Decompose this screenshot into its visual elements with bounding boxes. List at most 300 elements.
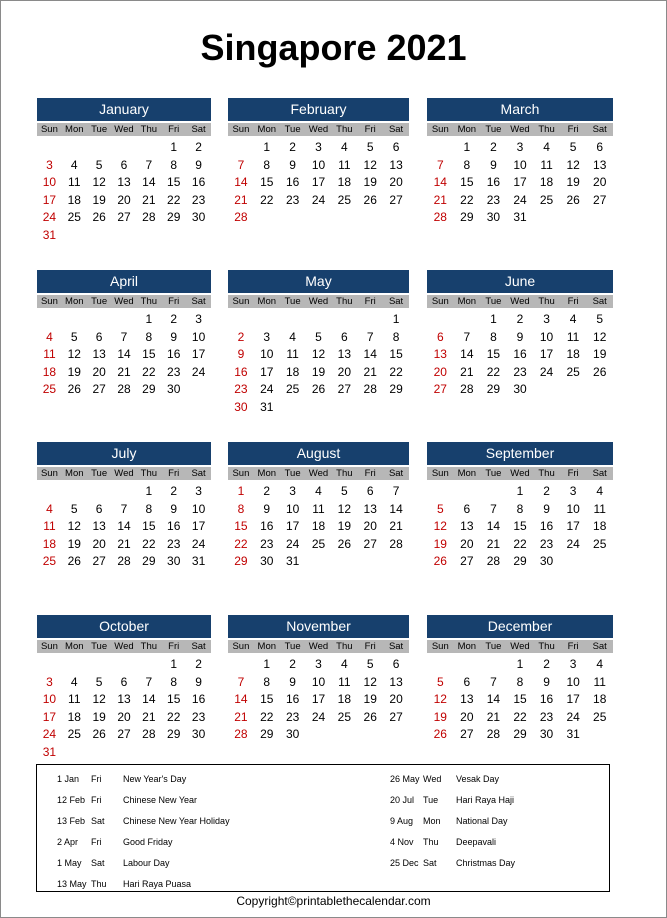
day-cell: 16 <box>260 519 274 534</box>
holiday-date: 26 May <box>390 774 420 784</box>
weekday-label: Mon <box>65 641 84 652</box>
day-cell: 23 <box>167 364 181 379</box>
day-cell: 26 <box>67 382 81 397</box>
day-cell: 18 <box>593 692 607 707</box>
month-october <box>37 615 211 762</box>
day-cell: 9 <box>263 501 271 516</box>
weekday-label: Sat <box>592 641 607 652</box>
day-cell: 29 <box>167 210 181 225</box>
day-cell: 27 <box>433 382 447 397</box>
day-cell: 5 <box>95 157 103 172</box>
day-cell: 28 <box>433 210 447 225</box>
day-cell: 27 <box>92 554 106 569</box>
weekday-label: Fri <box>168 641 180 652</box>
day-blank <box>480 483 507 501</box>
day-cell: 13 <box>593 157 607 172</box>
day-cell: 3 <box>263 329 271 344</box>
day-cell: 16 <box>167 347 181 362</box>
day-cell: 21 <box>460 364 474 379</box>
day-blank <box>427 139 454 157</box>
weekday-label: Thu <box>538 296 555 307</box>
month-header: July <box>37 442 211 465</box>
day-cell: 13 <box>92 519 106 534</box>
day-cell: 28 <box>486 554 501 569</box>
day-cell: 5 <box>341 484 348 498</box>
day-cell: 3 <box>46 674 53 689</box>
day-cell: 7 <box>120 501 128 516</box>
day-cell: 6 <box>120 157 128 172</box>
day-cell: 12 <box>363 157 377 172</box>
day-cell: 6 <box>95 501 103 516</box>
day-cell: 7 <box>145 674 153 689</box>
day-cell: 10 <box>191 329 206 344</box>
day-cell: 19 <box>433 536 447 551</box>
day-cell: 7 <box>392 484 400 498</box>
weekday-label: Sat <box>191 124 206 135</box>
day-cell: 9 <box>170 501 178 516</box>
day-blank <box>228 656 254 674</box>
weekday-label: Wed <box>308 124 329 135</box>
day-blank <box>87 483 112 501</box>
day-cell: 4 <box>70 674 78 689</box>
day-cell: 5 <box>436 674 444 689</box>
day-cell: 20 <box>389 692 403 707</box>
day-blank <box>112 656 137 674</box>
day-cell: 9 <box>170 329 178 344</box>
month-header: November <box>228 615 409 638</box>
day-cell: 15 <box>513 519 527 534</box>
day-cell: 2 <box>263 484 271 498</box>
weekday-label: Tue <box>91 641 108 652</box>
day-blank <box>306 311 332 329</box>
day-blank <box>112 139 137 157</box>
day-cell: 1 <box>170 140 178 154</box>
day-cell: 23 <box>539 536 554 551</box>
day-cell: 21 <box>486 536 501 551</box>
day-cell: 30 <box>167 554 181 569</box>
weekday-label: Thu <box>336 296 353 307</box>
copyright-text: Copyright©printablethecalendar.com <box>236 894 431 908</box>
weekday-label: Mon <box>457 468 477 479</box>
weekday-label: Thu <box>538 468 555 479</box>
day-cell: 24 <box>42 210 57 225</box>
day-cell: 22 <box>260 709 274 724</box>
day-cell: 10 <box>42 175 57 190</box>
weekday-label: Tue <box>91 468 108 479</box>
weekday-row <box>37 123 211 136</box>
day-cell: 24 <box>285 536 300 551</box>
day-cell: 11 <box>593 501 606 516</box>
days-grid <box>228 656 409 744</box>
day-cell: 16 <box>234 364 248 379</box>
weekday-label: Wed <box>308 468 329 479</box>
day-cell: 23 <box>513 364 527 379</box>
day-blank <box>454 483 481 501</box>
day-blank <box>228 311 254 329</box>
weekday-label: Fri <box>567 124 579 135</box>
day-cell: 17 <box>260 364 274 379</box>
weekday-label: Mon <box>457 641 477 652</box>
weekday-label: Sun <box>232 468 250 479</box>
day-cell: 23 <box>234 382 248 397</box>
day-cell: 7 <box>237 157 245 172</box>
weekday-label: Sat <box>388 296 404 307</box>
day-cell: 19 <box>337 519 352 534</box>
weekday-label: Tue <box>284 641 301 652</box>
day-blank <box>37 483 62 501</box>
day-cell: 1 <box>516 657 524 671</box>
holiday-date: 1 Jan <box>57 774 80 784</box>
day-blank <box>37 139 62 157</box>
day-cell: 4 <box>341 657 348 671</box>
day-cell: 24 <box>191 536 206 551</box>
day-cell: 26 <box>593 364 607 379</box>
weekday-label: Sun <box>431 641 449 652</box>
weekday-label: Thu <box>140 468 158 479</box>
day-cell: 17 <box>311 692 326 707</box>
weekday-label: Tue <box>91 124 108 135</box>
holiday-date: 13 May <box>57 879 87 889</box>
day-cell: 29 <box>513 727 527 742</box>
day-cell: 14 <box>142 692 156 707</box>
weekday-label: Sun <box>431 124 449 135</box>
day-cell: 18 <box>67 709 81 724</box>
day-blank <box>427 483 454 501</box>
holiday-row <box>37 769 377 790</box>
day-cell: 3 <box>315 140 322 154</box>
day-cell: 17 <box>566 692 580 707</box>
day-cell: 4 <box>596 657 604 671</box>
day-cell: 11 <box>68 175 81 190</box>
day-cell: 17 <box>513 175 527 190</box>
day-cell: 4 <box>569 312 577 326</box>
day-cell: 27 <box>593 192 607 207</box>
day-cell: 25 <box>593 709 607 724</box>
day-cell: 17 <box>285 519 300 534</box>
weekday-label: Thu <box>538 124 555 135</box>
day-cell: 8 <box>516 674 524 689</box>
days-grid <box>37 139 211 245</box>
day-cell: 25 <box>42 382 57 397</box>
day-cell: 8 <box>516 501 524 516</box>
weekday-label: Thu <box>336 468 353 479</box>
day-cell: 25 <box>311 536 326 551</box>
day-cell: 4 <box>341 140 348 154</box>
weekday-label: Sat <box>592 468 607 479</box>
day-cell: 7 <box>120 329 128 344</box>
day-cell: 24 <box>539 364 554 379</box>
day-cell: 24 <box>311 192 326 207</box>
day-cell: 14 <box>389 501 403 516</box>
weekday-label: Thu <box>538 641 555 652</box>
month-june <box>427 270 613 399</box>
day-cell: 7 <box>490 674 497 689</box>
weekday-label: Sat <box>592 124 607 135</box>
day-cell: 2 <box>490 140 497 154</box>
day-cell: 30 <box>539 727 554 742</box>
month-header: February <box>228 98 409 121</box>
day-cell: 24 <box>311 709 326 724</box>
weekday-label: Wed <box>114 468 134 479</box>
day-cell: 28 <box>234 210 248 225</box>
day-cell: 24 <box>566 709 580 724</box>
day-cell: 15 <box>167 175 181 190</box>
day-cell: 2 <box>516 312 524 326</box>
day-blank <box>228 139 254 157</box>
day-cell: 21 <box>117 536 131 551</box>
day-cell: 9 <box>195 674 202 689</box>
holiday-name: Hari Raya Haji <box>456 795 515 805</box>
day-cell: 30 <box>260 554 274 569</box>
holiday-row <box>388 790 608 811</box>
day-cell: 23 <box>167 536 181 551</box>
day-cell: 18 <box>566 347 580 362</box>
day-cell: 3 <box>543 312 550 326</box>
day-cell: 2 <box>543 657 550 671</box>
day-cell: 13 <box>433 347 447 362</box>
weekday-label: Tue <box>485 468 502 479</box>
weekday-label: Wed <box>510 641 530 652</box>
weekday-row <box>228 123 409 136</box>
day-cell: 29 <box>513 554 527 569</box>
holiday-weekday: Sat <box>423 858 437 868</box>
day-cell: 13 <box>363 501 377 516</box>
weekday-label: Tue <box>485 124 502 135</box>
day-cell: 22 <box>142 536 156 551</box>
day-cell: 4 <box>46 501 53 516</box>
day-cell: 14 <box>234 175 248 190</box>
weekday-label: Tue <box>284 468 301 479</box>
day-cell: 10 <box>285 501 300 516</box>
holiday-weekday: Sat <box>91 858 105 868</box>
day-cell: 4 <box>596 484 604 498</box>
day-cell: 21 <box>234 709 248 724</box>
day-cell: 7 <box>366 329 374 344</box>
day-cell: 3 <box>195 312 202 326</box>
holiday-row <box>37 811 377 832</box>
month-header: June <box>427 270 613 293</box>
day-cell: 15 <box>260 692 274 707</box>
weekday-label: Wed <box>510 468 530 479</box>
day-cell: 25 <box>566 364 580 379</box>
day-cell: 20 <box>363 519 377 534</box>
day-cell: 13 <box>389 157 403 172</box>
day-cell: 10 <box>566 501 580 516</box>
day-cell: 20 <box>593 175 607 190</box>
month-header: April <box>37 270 211 293</box>
day-cell: 13 <box>337 347 352 362</box>
month-august <box>228 442 409 571</box>
day-cell: 16 <box>285 175 300 190</box>
days-grid <box>228 139 409 227</box>
weekday-label: Sat <box>191 641 206 652</box>
day-cell: 9 <box>490 157 497 172</box>
day-cell: 10 <box>311 157 326 172</box>
day-cell: 24 <box>191 364 206 379</box>
day-cell: 2 <box>170 484 178 498</box>
day-cell: 25 <box>337 709 352 724</box>
day-cell: 17 <box>566 519 580 534</box>
weekday-row <box>427 640 613 653</box>
day-cell: 15 <box>460 175 474 190</box>
day-cell: 9 <box>543 501 550 516</box>
day-cell: 3 <box>289 484 296 498</box>
weekday-label: Mon <box>257 468 277 479</box>
day-cell: 14 <box>363 347 377 362</box>
day-cell: 11 <box>540 157 553 172</box>
day-cell: 1 <box>463 140 471 154</box>
day-cell: 17 <box>42 192 57 207</box>
day-cell: 10 <box>260 347 274 362</box>
day-cell: 25 <box>285 382 300 397</box>
day-cell: 9 <box>289 157 296 172</box>
day-cell: 20 <box>117 192 131 207</box>
weekday-label: Sun <box>232 296 250 307</box>
day-cell: 22 <box>167 709 181 724</box>
day-cell: 11 <box>566 329 580 344</box>
day-cell: 29 <box>142 382 156 397</box>
day-cell: 5 <box>436 501 444 516</box>
holiday-weekday: Thu <box>423 837 439 847</box>
weekday-row <box>427 123 613 136</box>
holiday-name: Vesak Day <box>456 774 500 784</box>
day-cell: 1 <box>237 484 245 498</box>
holiday-row <box>388 853 608 874</box>
holiday-date: 1 May <box>57 858 82 868</box>
day-cell: 10 <box>311 674 326 689</box>
day-cell: 11 <box>43 347 56 362</box>
holiday-date: 20 Jul <box>390 795 415 805</box>
day-cell: 24 <box>513 192 527 207</box>
day-blank <box>427 656 454 674</box>
day-cell: 19 <box>67 536 81 551</box>
holiday-date: 9 Aug <box>390 816 414 826</box>
day-cell: 1 <box>490 312 497 326</box>
day-cell: 30 <box>191 210 206 225</box>
day-cell: 3 <box>315 657 322 671</box>
day-cell: 22 <box>513 536 527 551</box>
day-cell: 23 <box>539 709 554 724</box>
weekday-label: Mon <box>257 296 277 307</box>
day-blank <box>87 311 112 329</box>
weekday-label: Fri <box>364 124 376 135</box>
weekday-label: Fri <box>168 124 180 135</box>
day-cell: 16 <box>191 175 206 190</box>
day-cell: 18 <box>337 175 352 190</box>
day-cell: 12 <box>566 157 580 172</box>
day-cell: 5 <box>70 329 78 344</box>
day-cell: 26 <box>92 210 106 225</box>
day-cell: 8 <box>145 329 153 344</box>
holiday-name: New Year's Day <box>123 774 187 784</box>
day-cell: 23 <box>191 192 206 207</box>
day-cell: 15 <box>167 692 181 707</box>
holiday-weekday: Fri <box>91 795 102 805</box>
day-cell: 25 <box>42 554 57 569</box>
day-cell: 26 <box>311 382 326 397</box>
holiday-row <box>37 874 377 895</box>
day-cell: 14 <box>460 347 474 362</box>
day-cell: 2 <box>195 140 202 154</box>
day-cell: 19 <box>311 364 326 379</box>
day-cell: 3 <box>46 157 53 172</box>
month-july <box>37 442 211 571</box>
weekday-label: Sat <box>388 641 404 652</box>
day-cell: 12 <box>67 347 81 362</box>
month-november <box>228 615 409 744</box>
day-cell: 8 <box>490 329 497 344</box>
day-cell: 26 <box>363 192 377 207</box>
day-cell: 1 <box>516 484 524 498</box>
day-cell: 30 <box>191 727 206 742</box>
days-grid <box>427 483 613 571</box>
weekday-row <box>228 467 409 480</box>
day-cell: 16 <box>285 692 300 707</box>
weekday-label: Thu <box>336 641 353 652</box>
holiday-name: Chinese New Year <box>123 795 198 805</box>
day-cell: 28 <box>486 727 501 742</box>
day-cell: 13 <box>460 692 474 707</box>
day-cell: 18 <box>593 519 607 534</box>
day-cell: 26 <box>566 192 580 207</box>
days-grid <box>37 483 211 571</box>
weekday-label: Tue <box>284 124 301 135</box>
day-cell: 22 <box>260 192 274 207</box>
day-cell: 23 <box>260 536 274 551</box>
day-cell: 12 <box>433 519 447 534</box>
holiday-row <box>388 832 608 853</box>
day-cell: 21 <box>142 709 156 724</box>
day-cell: 25 <box>67 727 81 742</box>
weekday-label: Fri <box>567 296 579 307</box>
day-cell: 21 <box>389 519 403 534</box>
month-header: August <box>228 442 409 465</box>
day-cell: 15 <box>513 692 527 707</box>
day-cell: 31 <box>191 554 206 569</box>
weekday-label: Wed <box>510 296 530 307</box>
day-blank <box>112 483 137 501</box>
holiday-weekday: Tue <box>423 795 439 805</box>
day-cell: 27 <box>389 192 403 207</box>
day-blank <box>87 656 112 674</box>
day-cell: 16 <box>539 519 554 534</box>
day-cell: 29 <box>389 382 403 397</box>
day-cell: 28 <box>117 382 131 397</box>
day-cell: 27 <box>389 709 403 724</box>
day-cell: 2 <box>289 657 296 671</box>
day-cell: 21 <box>486 709 501 724</box>
day-cell: 15 <box>234 519 248 534</box>
day-blank <box>254 311 280 329</box>
day-cell: 29 <box>234 554 248 569</box>
weekday-label: Sun <box>40 296 58 307</box>
weekday-label: Sat <box>191 296 206 307</box>
day-blank <box>427 311 454 329</box>
day-cell: 19 <box>566 175 580 190</box>
day-cell: 13 <box>117 692 131 707</box>
day-cell: 3 <box>516 140 524 154</box>
day-blank <box>62 139 87 157</box>
month-may <box>228 270 409 417</box>
day-cell: 19 <box>92 192 106 207</box>
month-header: March <box>427 98 613 121</box>
weekday-label: Tue <box>284 296 301 307</box>
holiday-date: 2 Apr <box>57 837 79 847</box>
day-cell: 6 <box>392 657 400 671</box>
day-cell: 19 <box>363 175 377 190</box>
day-cell: 5 <box>569 140 577 154</box>
day-cell: 11 <box>68 692 81 707</box>
